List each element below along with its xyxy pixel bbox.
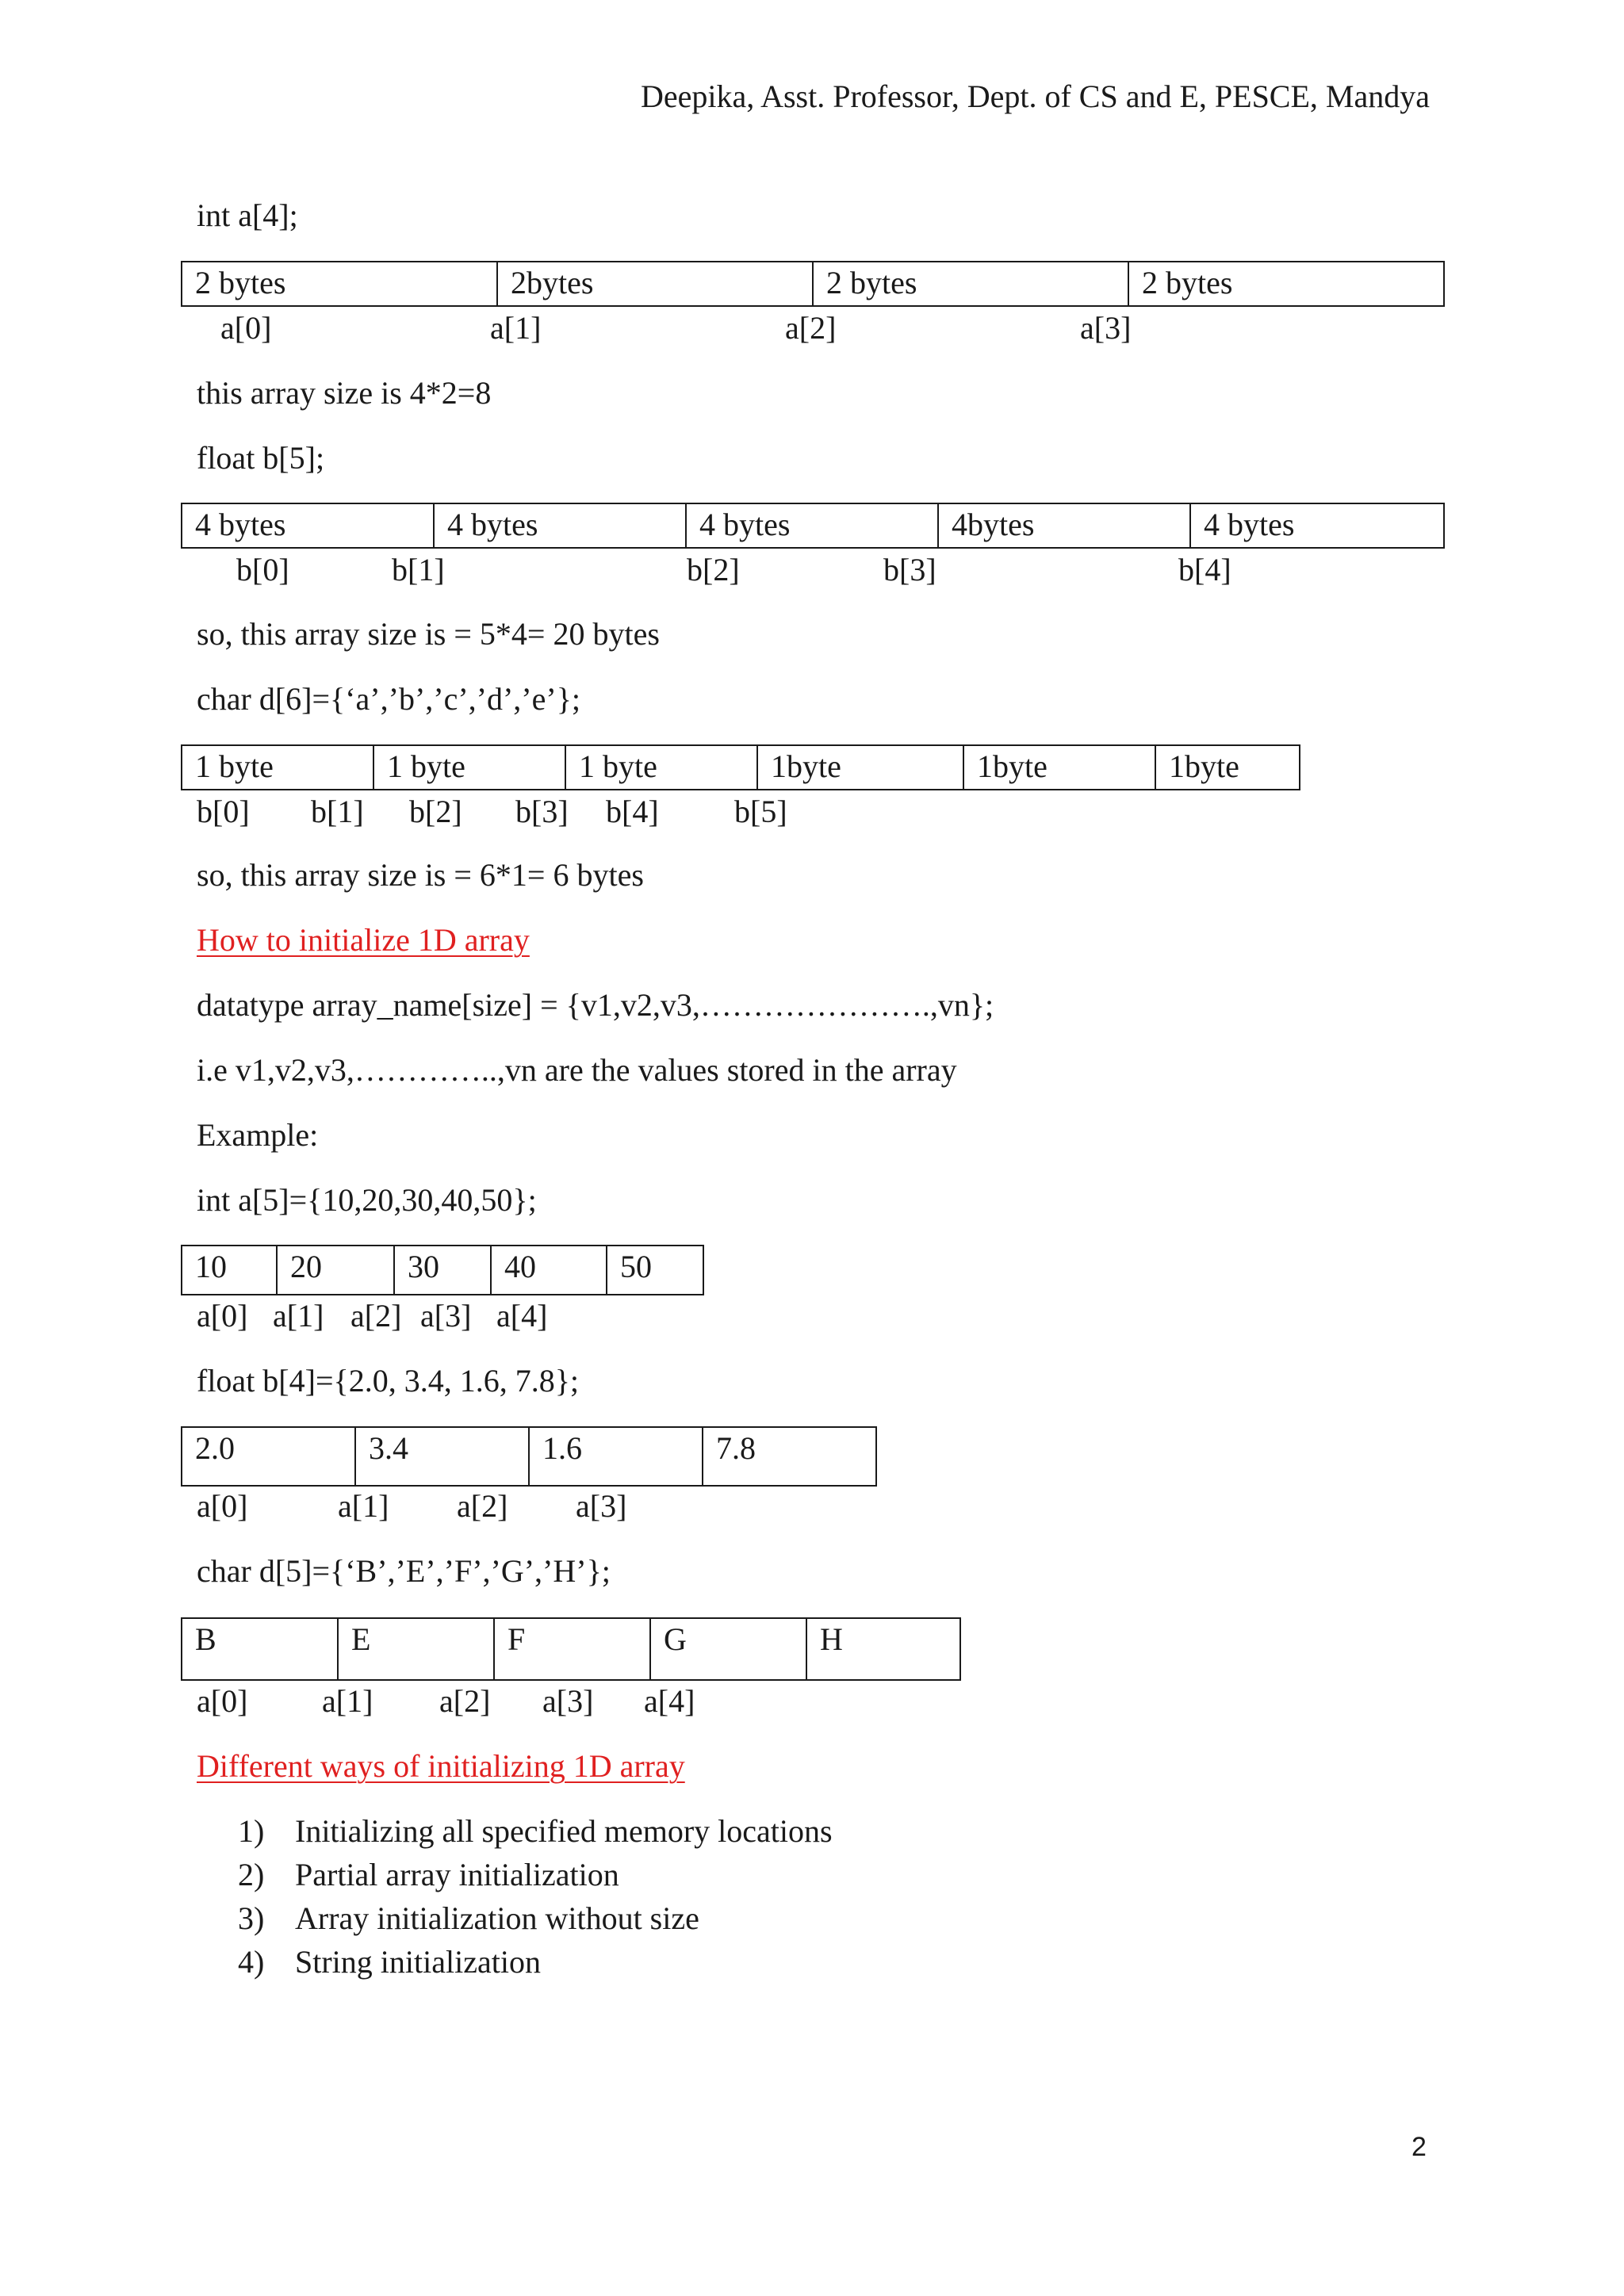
array-cell: 1 byte xyxy=(182,746,374,789)
array-cell: 1byte xyxy=(964,746,1156,789)
list-item: 3) Array initialization without size xyxy=(238,1900,699,1936)
array-cell: 4 bytes xyxy=(687,504,939,547)
array-cell: 30 xyxy=(395,1246,492,1294)
example2-array-diagram xyxy=(181,1426,877,1487)
index-label: a[3] xyxy=(420,1298,472,1334)
index-label: a[3] xyxy=(542,1683,594,1719)
array-cell: E xyxy=(339,1619,495,1679)
example1-declaration: int a[5]={10,20,30,40,50}; xyxy=(197,1182,537,1218)
index-label: a[0] xyxy=(197,1488,248,1524)
index-label: b[4] xyxy=(606,794,659,829)
int-size-text: this array size is 4*2=8 xyxy=(197,375,492,411)
array-cell: 4 bytes xyxy=(182,504,435,547)
int-declaration: int a[4]; xyxy=(197,197,298,233)
index-label: a[2] xyxy=(785,310,837,346)
array-cell: 4 bytes xyxy=(435,504,687,547)
array-cell: 4 bytes xyxy=(1204,507,1295,542)
index-label: a[2] xyxy=(439,1683,491,1719)
array-cell: 1byte xyxy=(1169,748,1239,784)
array-cell: 1 byte xyxy=(566,746,758,789)
array-cell: 1 byte xyxy=(374,746,566,789)
index-label: a[1] xyxy=(273,1298,324,1334)
array-cell: H xyxy=(820,1621,843,1657)
float-declaration: float b[5]; xyxy=(197,440,325,476)
array-cell: 20 xyxy=(278,1246,395,1294)
syntax-note: i.e v1,v2,v3,…………..,vn are the values stored in the array xyxy=(197,1052,957,1088)
index-label: b[5] xyxy=(734,794,787,829)
float-size-text: so, this array size is = 5*4= 20 bytes xyxy=(197,616,660,652)
index-label: a[1] xyxy=(338,1488,389,1524)
char-size-text: so, this array size is = 6*1= 6 bytes xyxy=(197,857,644,893)
char-declaration: char d[6]={‘a’,’b’,’c’,’d’,’e’}; xyxy=(197,681,581,717)
index-label: b[2] xyxy=(687,552,740,587)
array-cell: 1byte xyxy=(758,746,964,789)
int-array-diagram xyxy=(181,261,1445,307)
list-item: 1) Initializing all specified memory locations xyxy=(238,1813,833,1849)
index-label: a[4] xyxy=(496,1298,548,1334)
index-label: b[4] xyxy=(1178,552,1231,587)
array-cell: 10 xyxy=(182,1246,278,1294)
array-cell: 4bytes xyxy=(939,504,1191,547)
section-heading-ways: Different ways of initializing 1D array xyxy=(197,1748,685,1784)
array-cell: 2.0 xyxy=(182,1428,356,1485)
example1-array-diagram xyxy=(181,1245,704,1295)
ways-list xyxy=(238,1809,833,1984)
example3-declaration: char d[5]={‘B’,’E’,’F’,’G’,’H’}; xyxy=(197,1553,611,1589)
index-label: a[3] xyxy=(576,1488,627,1524)
array-cell: 1.6 xyxy=(530,1428,703,1485)
index-label: a[3] xyxy=(1080,310,1132,346)
array-cell: 3.4 xyxy=(356,1428,530,1485)
array-cell: 50 xyxy=(620,1249,652,1284)
index-label: b[3] xyxy=(515,794,569,829)
example3-array-diagram xyxy=(181,1617,961,1681)
index-label: a[1] xyxy=(490,310,542,346)
index-label: a[2] xyxy=(457,1488,508,1524)
array-cell: F xyxy=(495,1619,651,1679)
example-label: Example: xyxy=(197,1117,319,1153)
index-label: b[3] xyxy=(883,552,936,587)
list-item: 2) Partial array initialization xyxy=(238,1857,619,1892)
float-array-diagram xyxy=(181,503,1445,549)
index-label: a[2] xyxy=(350,1298,402,1334)
section-heading-initialize: How to initialize 1D array xyxy=(197,922,530,958)
index-label: b[0] xyxy=(197,794,250,829)
page-number: 2 xyxy=(1411,2132,1427,2162)
array-cell: 2 bytes xyxy=(182,262,498,305)
array-cell: 2bytes xyxy=(498,262,814,305)
index-label: b[2] xyxy=(409,794,462,829)
index-label: a[0] xyxy=(220,310,272,346)
list-item: 4) String initialization xyxy=(238,1944,541,1980)
index-label: b[1] xyxy=(311,794,364,829)
array-cell: 7.8 xyxy=(716,1430,756,1466)
array-cell: 2 bytes xyxy=(1142,265,1233,300)
syntax-text: datatype array_name[size] = {v1,v2,v3,………………….,vn}; xyxy=(197,987,994,1023)
index-label: b[1] xyxy=(392,552,445,587)
array-cell: 2 bytes xyxy=(814,262,1129,305)
index-label: b[0] xyxy=(236,552,289,587)
index-label: a[1] xyxy=(322,1683,373,1719)
index-label: a[4] xyxy=(644,1683,695,1719)
index-label: a[0] xyxy=(197,1683,248,1719)
index-label: a[0] xyxy=(197,1298,248,1334)
array-cell: B xyxy=(182,1619,339,1679)
page-header: Deepika, Asst. Professor, Dept. of CS and E, PESCE, Mandya xyxy=(641,78,1430,114)
array-cell: 40 xyxy=(492,1246,607,1294)
array-cell: G xyxy=(651,1619,807,1679)
char-array-diagram xyxy=(181,744,1300,790)
example2-declaration: float b[4]={2.0, 3.4, 1.6, 7.8}; xyxy=(197,1363,580,1399)
